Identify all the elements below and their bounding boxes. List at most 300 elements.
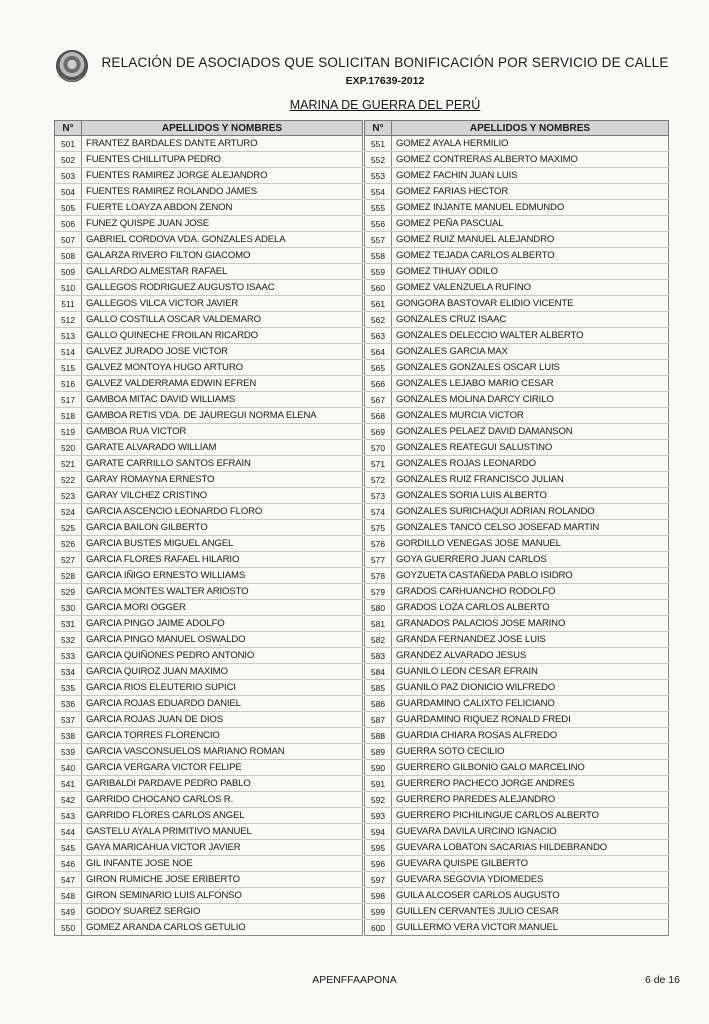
table-row (55, 296, 363, 312)
row-number: 552 (365, 152, 392, 168)
associate-name: GOMEZ TIHUAY ODILO (392, 264, 669, 280)
associate-name: GONZALES REATEGUI SALUSTINO (392, 440, 669, 456)
associate-name: GUERRERO PICHILINGUE CARLOS ALBERTO (392, 808, 669, 824)
row-number: 569 (365, 424, 392, 440)
table-row (55, 680, 363, 696)
associate-name: GUEVARA QUISPE GILBERTO (392, 856, 669, 872)
row-number: 575 (365, 520, 392, 536)
row-number: 517 (55, 392, 82, 408)
roster-table-left (54, 120, 363, 936)
row-number: 576 (365, 536, 392, 552)
row-number: 519 (55, 424, 82, 440)
row-number: 504 (55, 184, 82, 200)
table-row (55, 792, 363, 808)
associate-name: GALLARDO ALMESTAR RAFAEL (82, 264, 363, 280)
associate-name: FRANTEZ BARDALES DANTE ARTURO (82, 136, 363, 152)
row-number: 512 (55, 312, 82, 328)
associate-name: GUERRERO GILBONIO GALO MARCELINO (392, 760, 669, 776)
table-header-row (365, 121, 669, 136)
associate-name: GARAY VILCHEZ CRISTINO (82, 488, 363, 504)
row-number: 592 (365, 792, 392, 808)
row-number: 524 (55, 504, 82, 520)
table-row (55, 328, 363, 344)
associate-name: GARCIA VERGARA VICTOR FELIPE (82, 760, 363, 776)
table-row (55, 200, 363, 216)
table-row (365, 344, 669, 360)
row-number: 560 (365, 280, 392, 296)
table-row (55, 552, 363, 568)
row-number: 598 (365, 888, 392, 904)
associate-name: GOMEZ TEJADA CARLOS ALBERTO (392, 248, 669, 264)
row-number: 565 (365, 360, 392, 376)
table-row (365, 680, 669, 696)
associate-name: GOMEZ RUIZ MANUEL ALEJANDRO (392, 232, 669, 248)
associate-name: GALARZA RIVERO FILTON GIACOMO (82, 248, 363, 264)
row-number: 513 (55, 328, 82, 344)
row-number: 582 (365, 632, 392, 648)
associate-name: GUARDAMINO RIQUEZ RONALD FREDI (392, 712, 669, 728)
table-row (55, 440, 363, 456)
table-row (55, 744, 363, 760)
table-row (365, 616, 669, 632)
table-row (365, 840, 669, 856)
table-row (55, 696, 363, 712)
column-header-number: N° (55, 121, 82, 136)
associate-name: GOMEZ CONTRERAS ALBERTO MAXIMO (392, 152, 669, 168)
row-number: 558 (365, 248, 392, 264)
row-number: 531 (55, 616, 82, 632)
row-number: 541 (55, 776, 82, 792)
row-number: 597 (365, 872, 392, 888)
table-row (55, 520, 363, 536)
row-number: 506 (55, 216, 82, 232)
row-number: 580 (365, 600, 392, 616)
associate-name: GONZALES GONZALES OSCAR LUIS (392, 360, 669, 376)
row-number: 534 (55, 664, 82, 680)
table-row (365, 424, 669, 440)
associate-name: GUILLERMO VERA VICTOR MANUEL (392, 920, 669, 936)
associate-name: GALVEZ JURADO JOSE VICTOR (82, 344, 363, 360)
associate-name: GRANDA FERNANDEZ JOSE LUIS (392, 632, 669, 648)
row-number: 514 (55, 344, 82, 360)
table-row (55, 872, 363, 888)
table-row (55, 648, 363, 664)
row-number: 554 (365, 184, 392, 200)
row-number: 570 (365, 440, 392, 456)
table-row (55, 232, 363, 248)
row-number: 548 (55, 888, 82, 904)
associate-name: GOYA GUERRERO JUAN CARLOS (392, 552, 669, 568)
associate-name: GAMBOA RUA VICTOR (82, 424, 363, 440)
associate-name: GAMBOA MITAC DAVID WILLIAMS (82, 392, 363, 408)
row-number: 547 (55, 872, 82, 888)
row-number: 525 (55, 520, 82, 536)
row-number: 567 (365, 392, 392, 408)
row-number: 526 (55, 536, 82, 552)
table-row (55, 136, 363, 152)
table-row (365, 728, 669, 744)
table-header-row (55, 121, 363, 136)
table-row (365, 408, 669, 424)
row-number: 596 (365, 856, 392, 872)
roster-body-left (55, 136, 363, 936)
associate-name: GALVEZ MONTOYA HUGO ARTURO (82, 360, 363, 376)
table-row (55, 472, 363, 488)
associate-name: GUANILO PAZ DIONICIO WILFREDO (392, 680, 669, 696)
associate-name: GUARDIA CHIARA ROSAS ALFREDO (392, 728, 669, 744)
table-row (365, 856, 669, 872)
row-number: 522 (55, 472, 82, 488)
table-row (55, 424, 363, 440)
table-row (365, 888, 669, 904)
associate-name: GIRON SEMINARIO LUIS ALFONSO (82, 888, 363, 904)
associate-name: GAMBOA RETIS VDA. DE JAUREGUI NORMA ELENA (82, 408, 363, 424)
table-row (365, 376, 669, 392)
table-row (55, 280, 363, 296)
row-number: 585 (365, 680, 392, 696)
associate-name: GONGORA BASTOVAR ELIDIO VICENTE (392, 296, 669, 312)
row-number: 553 (365, 168, 392, 184)
footer-label: APENFFAAPONA (312, 974, 397, 986)
table-row (55, 904, 363, 920)
row-number: 579 (365, 584, 392, 600)
roster-body-right (365, 136, 669, 936)
associate-name: GAYA MARICAHUA VICTOR JAVIER (82, 840, 363, 856)
associate-name: GOMEZ ARANDA CARLOS GETULIO (82, 920, 363, 936)
associate-name: FUENTES CHILLITUPA PEDRO (82, 152, 363, 168)
table-row (55, 376, 363, 392)
table-row (55, 664, 363, 680)
row-number: 527 (55, 552, 82, 568)
associate-name: GARCIA ROJAS EDUARDO DANIEL (82, 696, 363, 712)
table-row (55, 616, 363, 632)
table-row (55, 488, 363, 504)
table-row (365, 328, 669, 344)
row-number: 581 (365, 616, 392, 632)
row-number: 577 (365, 552, 392, 568)
associate-name: GOMEZ FARIAS HECTOR (392, 184, 669, 200)
associate-name: GARCIA PINGO JAIME ADOLFO (82, 616, 363, 632)
table-row (365, 248, 669, 264)
row-number: 515 (55, 360, 82, 376)
associate-name: FUERTE LOAYZA ABDON ZENON (82, 200, 363, 216)
associate-name: GARCIA BUSTES MIGUEL ANGEL (82, 536, 363, 552)
associate-name: GUILA ALCOSER CARLOS AUGUSTO (392, 888, 669, 904)
associate-name: GARCIA ASCENCIO LEONARDO FLORO (82, 504, 363, 520)
associate-name: GONZALES GARCIA MAX (392, 344, 669, 360)
document-title: RELACIÓN DE ASOCIADOS QUE SOLICITAN BONIFICACIÓN POR SERVICIO DE CALLE (101, 55, 669, 70)
table-row (365, 872, 669, 888)
row-number: 539 (55, 744, 82, 760)
table-row (365, 520, 669, 536)
table-row (365, 392, 669, 408)
associate-name: GALLEGOS RODRIGUEZ AUGUSTO ISAAC (82, 280, 363, 296)
associate-name: FUENTES RAMIREZ JORGE ALEJANDRO (82, 168, 363, 184)
associate-name: GONZALES MURCIA VICTOR (392, 408, 669, 424)
table-row (55, 840, 363, 856)
associate-name: GONZALES MOLINA DARCY CIRILO (392, 392, 669, 408)
associate-name: GRADOS LOZA CARLOS ALBERTO (392, 600, 669, 616)
table-row (365, 360, 669, 376)
row-number: 563 (365, 328, 392, 344)
table-row (365, 536, 669, 552)
row-number: 591 (365, 776, 392, 792)
row-number: 555 (365, 200, 392, 216)
associate-name: GALLO COSTILLA OSCAR VALDEMARO (82, 312, 363, 328)
row-number: 599 (365, 904, 392, 920)
associate-name: GOYZUETA CASTAÑEDA PABLO ISIDRO (392, 568, 669, 584)
row-number: 557 (365, 232, 392, 248)
associate-name: GORDILLO VENEGAS JOSE MANUEL (392, 536, 669, 552)
associate-name: GODOY SUAREZ SERGIO (82, 904, 363, 920)
associate-name: GIRON RUMICHE JOSE ERIBERTO (82, 872, 363, 888)
table-row (365, 280, 669, 296)
row-number: 573 (365, 488, 392, 504)
table-row (55, 824, 363, 840)
table-row (55, 408, 363, 424)
row-number: 532 (55, 632, 82, 648)
associate-name: GARATE CARRILLO SANTOS EFRAIN (82, 456, 363, 472)
table-row (365, 552, 669, 568)
table-row (365, 712, 669, 728)
row-number: 523 (55, 488, 82, 504)
row-number: 590 (365, 760, 392, 776)
row-number: 568 (365, 408, 392, 424)
row-number: 518 (55, 408, 82, 424)
table-row (55, 456, 363, 472)
row-number: 571 (365, 456, 392, 472)
row-number: 511 (55, 296, 82, 312)
table-row (55, 264, 363, 280)
associate-name: GABRIEL CORDOVA VDA. GONZALES ADELA (82, 232, 363, 248)
table-row (365, 136, 669, 152)
associate-name: GONZALES ROJAS LEONARDO (392, 456, 669, 472)
table-row (55, 168, 363, 184)
associate-name: GOMEZ INJANTE MANUEL EDMUNDO (392, 200, 669, 216)
associate-name: GARCIA ROJAS JUAN DE DIOS (82, 712, 363, 728)
row-number: 562 (365, 312, 392, 328)
table-row (55, 584, 363, 600)
table-row (365, 312, 669, 328)
table-row (365, 792, 669, 808)
row-number: 516 (55, 376, 82, 392)
row-number: 540 (55, 760, 82, 776)
table-row (55, 344, 363, 360)
associate-name: GUERRERO PAREDES ALEJANDRO (392, 792, 669, 808)
row-number: 529 (55, 584, 82, 600)
expediente-number: EXP.17639-2012 (345, 75, 425, 87)
associate-name: GARATE ALVARADO WILLIAM (82, 440, 363, 456)
associate-name: GARCIA QUIROZ JUAN MAXIMO (82, 664, 363, 680)
row-number: 544 (55, 824, 82, 840)
row-number: 545 (55, 840, 82, 856)
row-number: 561 (365, 296, 392, 312)
page-number: 6 de 16 (644, 974, 680, 986)
table-row (365, 920, 669, 936)
associate-name: GARCIA BAILON GILBERTO (82, 520, 363, 536)
associate-name: GRANADOS PALACIOS JOSE MARINO (392, 616, 669, 632)
table-row (55, 856, 363, 872)
associate-name: GARCIA QUIÑONES PEDRO ANTONIO (82, 648, 363, 664)
row-number: 536 (55, 696, 82, 712)
table-row (365, 504, 669, 520)
row-number: 586 (365, 696, 392, 712)
row-number: 501 (55, 136, 82, 152)
row-number: 537 (55, 712, 82, 728)
associate-name: GARCIA PINGO MANUEL OSWALDO (82, 632, 363, 648)
table-row (55, 568, 363, 584)
seal-icon (56, 50, 88, 82)
column-header-names: APELLIDOS Y NOMBRES (392, 121, 669, 136)
associate-name: GARCIA FLORES RAFAEL HILARIO (82, 552, 363, 568)
associate-name: GRANDEZ ALVARADO JESUS (392, 648, 669, 664)
table-row (55, 504, 363, 520)
table-row (365, 488, 669, 504)
table-row (365, 904, 669, 920)
row-number: 528 (55, 568, 82, 584)
table-row (55, 152, 363, 168)
row-number: 584 (365, 664, 392, 680)
table-row (55, 712, 363, 728)
table-row (55, 248, 363, 264)
table-row (365, 808, 669, 824)
table-row (55, 184, 363, 200)
associate-name: GONZALES LEJABO MARIO CESAR (392, 376, 669, 392)
row-number: 595 (365, 840, 392, 856)
row-number: 508 (55, 248, 82, 264)
table-row (365, 648, 669, 664)
associate-name: GUERRERO PACHECO JORGE ANDRES (392, 776, 669, 792)
row-number: 546 (55, 856, 82, 872)
associate-name: GONZALES SURICHAQUI ADRIAN ROLANDO (392, 504, 669, 520)
associate-name: GUERRA SOTO CECILIO (392, 744, 669, 760)
row-number: 549 (55, 904, 82, 920)
table-row (365, 152, 669, 168)
associate-name: GUARDAMINO CALIXTO FELICIANO (392, 696, 669, 712)
row-number: 533 (55, 648, 82, 664)
row-number: 556 (365, 216, 392, 232)
associate-name: GOMEZ FACHIN JUAN LUIS (392, 168, 669, 184)
associate-name: GONZALES RUIZ FRANCISCO JULIAN (392, 472, 669, 488)
table-row (365, 824, 669, 840)
organization-name: MARINA DE GUERRA DEL PERÚ (289, 98, 481, 112)
table-row (55, 392, 363, 408)
row-number: 538 (55, 728, 82, 744)
table-row (365, 664, 669, 680)
table-row (365, 760, 669, 776)
table-row (55, 216, 363, 232)
table-row (365, 296, 669, 312)
row-number: 594 (365, 824, 392, 840)
associate-name: GARCIA IÑIGO ERNESTO WILLIAMS (82, 568, 363, 584)
associate-name: FUNEZ QUISPE JUAN JOSE (82, 216, 363, 232)
table-row (365, 744, 669, 760)
table-row (365, 696, 669, 712)
column-header-names: APELLIDOS Y NOMBRES (82, 121, 363, 136)
table-row (55, 760, 363, 776)
table-row (365, 168, 669, 184)
row-number: 535 (55, 680, 82, 696)
associate-name: GRADOS CARHUANCHO RODOLFO (392, 584, 669, 600)
table-row (365, 632, 669, 648)
associate-name: GONZALES DELECCIO WALTER ALBERTO (392, 328, 669, 344)
row-number: 507 (55, 232, 82, 248)
associate-name: GONZALES TANCO CELSO JOSEFAD MARTIN (392, 520, 669, 536)
table-row (55, 360, 363, 376)
associate-name: GARCIA RIOS ELEUTERIO SUPICI (82, 680, 363, 696)
table-row (55, 536, 363, 552)
associate-name: GONZALES PELAEZ DAVID DAMANSON (392, 424, 669, 440)
table-row (55, 312, 363, 328)
row-number: 550 (55, 920, 82, 936)
associate-name: GARRIDO CHOCANO CARLOS R. (82, 792, 363, 808)
row-number: 520 (55, 440, 82, 456)
row-number: 588 (365, 728, 392, 744)
row-number: 559 (365, 264, 392, 280)
row-number: 574 (365, 504, 392, 520)
row-number: 564 (365, 344, 392, 360)
row-number: 600 (365, 920, 392, 936)
row-number: 530 (55, 600, 82, 616)
table-row (55, 632, 363, 648)
associate-name: GALVEZ VALDERRAMA EDWIN EFREN (82, 376, 363, 392)
column-header-number: N° (365, 121, 392, 136)
row-number: 505 (55, 200, 82, 216)
table-row (55, 776, 363, 792)
table-row (365, 600, 669, 616)
table-row (365, 200, 669, 216)
associate-name: GARAY ROMAYNA ERNESTO (82, 472, 363, 488)
table-row (365, 216, 669, 232)
row-number: 509 (55, 264, 82, 280)
associate-name: GOMEZ PEÑA PASCUAL (392, 216, 669, 232)
associate-name: GONZALES CRUZ ISAAC (392, 312, 669, 328)
associate-name: GOMEZ VALENZUELA RUFINO (392, 280, 669, 296)
associate-name: GONZALES SORIA LUIS ALBERTO (392, 488, 669, 504)
table-row (55, 808, 363, 824)
table-row (55, 920, 363, 936)
associate-name: GARCIA MORI OGGER (82, 600, 363, 616)
roster-table-right (364, 120, 669, 936)
table-row (365, 472, 669, 488)
table-row (365, 776, 669, 792)
associate-name: GUILLEN CERVANTES JULIO CESAR (392, 904, 669, 920)
associate-name: GUANILO LEON CESAR EFRAIN (392, 664, 669, 680)
row-number: 587 (365, 712, 392, 728)
table-row (365, 440, 669, 456)
associate-name: GUEVARA DAVILA URCINO IGNACIO (392, 824, 669, 840)
row-number: 589 (365, 744, 392, 760)
table-row (365, 232, 669, 248)
row-number: 551 (365, 136, 392, 152)
table-row (365, 568, 669, 584)
associate-name: GARCIA VASCONSUELOS MARIANO ROMAN (82, 744, 363, 760)
associate-name: GARIBALDI PARDAVE PEDRO PABLO (82, 776, 363, 792)
associate-name: GALLO QUINECHE FROILAN RICARDO (82, 328, 363, 344)
row-number: 583 (365, 648, 392, 664)
row-number: 502 (55, 152, 82, 168)
row-number: 510 (55, 280, 82, 296)
associate-name: GARRIDO FLORES CARLOS ANGEL (82, 808, 363, 824)
row-number: 521 (55, 456, 82, 472)
associate-name: FUENTES RAMIREZ ROLANDO JAMES (82, 184, 363, 200)
table-row (365, 456, 669, 472)
table-row (365, 264, 669, 280)
row-number: 542 (55, 792, 82, 808)
associate-name: GARCIA TORRES FLORENCIO (82, 728, 363, 744)
associate-name: GARCIA MONTES WALTER ARIOSTO (82, 584, 363, 600)
row-number: 566 (365, 376, 392, 392)
